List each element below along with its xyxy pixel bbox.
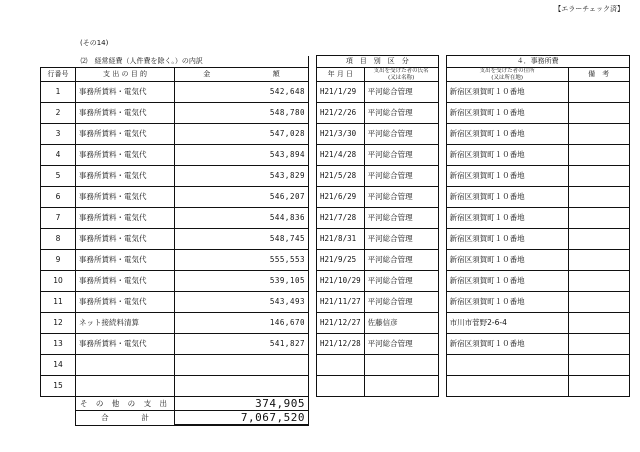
recipient-name-cell: 平河総合管理 xyxy=(364,229,438,250)
table-row xyxy=(41,103,630,124)
category-name: ４．事務所費 xyxy=(446,56,629,68)
row-number: 8 xyxy=(41,229,76,250)
column-gap xyxy=(309,229,317,250)
ledger-rows xyxy=(41,82,630,397)
total-amount: 7,067,520 xyxy=(175,411,309,426)
recipient-address-cell: 新宿区須賀町１０番地 xyxy=(446,271,568,292)
header-recipient-address xyxy=(446,68,568,82)
row-number: 13 xyxy=(41,334,76,355)
header-date: 年 月 日 xyxy=(317,68,365,82)
row-number: 15 xyxy=(41,376,76,397)
table-row xyxy=(41,166,630,187)
column-gap xyxy=(309,292,317,313)
table-row xyxy=(41,82,630,103)
row-number: 7 xyxy=(41,208,76,229)
note-cell xyxy=(568,82,629,103)
row-number: 2 xyxy=(41,103,76,124)
date-cell: H21/12/28 xyxy=(317,334,365,355)
amount-cell: 544,836 xyxy=(175,208,309,229)
amount-cell: 542,648 xyxy=(175,82,309,103)
recipient-address-cell: 新宿区須賀町１０番地 xyxy=(446,103,568,124)
header-recipient-name-sub: (又は名称) xyxy=(387,74,415,81)
table-row xyxy=(41,187,630,208)
note-cell xyxy=(568,166,629,187)
purpose-cell: 事務所賃料・電気代 xyxy=(76,271,175,292)
error-check-stamp: 【エラーチェック済】 xyxy=(554,5,624,13)
column-gap xyxy=(438,82,446,103)
purpose-cell: 事務所賃料・電気代 xyxy=(76,124,175,145)
date-cell: H21/7/28 xyxy=(317,208,365,229)
table-row xyxy=(41,334,630,355)
date-cell: H21/6/29 xyxy=(317,187,365,208)
recipient-name-cell: 平河総合管理 xyxy=(364,208,438,229)
column-gap xyxy=(438,187,446,208)
note-cell xyxy=(568,313,629,334)
header-recipient-name xyxy=(364,68,438,82)
recipient-name-cell: 平河総合管理 xyxy=(364,82,438,103)
column-gap xyxy=(309,376,317,397)
date-cell: H21/2/26 xyxy=(317,103,365,124)
recipient-name-cell: 平河総合管理 xyxy=(364,334,438,355)
category-heading: 項 目 別 区 分 xyxy=(317,56,439,68)
total-label-char-1: 合 xyxy=(101,413,109,422)
column-header-row xyxy=(41,68,630,82)
column-gap xyxy=(309,250,317,271)
amount-cell: 546,207 xyxy=(175,187,309,208)
header-recipient-address-main: 支出を受けた者の住所 xyxy=(479,68,535,75)
amount-cell: 555,553 xyxy=(175,250,309,271)
row-number: 3 xyxy=(41,124,76,145)
purpose-cell: 事務所賃料・電気代 xyxy=(76,334,175,355)
header-recipient-name-main: 支出を受けた者の氏名 xyxy=(373,68,429,75)
column-gap xyxy=(309,355,317,376)
column-gap xyxy=(309,103,317,124)
recipient-address-cell: 新宿区須賀町１０番地 xyxy=(446,145,568,166)
recipient-address-cell: 新宿区須賀町１０番地 xyxy=(446,292,568,313)
recipient-name-cell: 平河総合管理 xyxy=(364,103,438,124)
table-row xyxy=(41,376,630,397)
column-gap xyxy=(309,145,317,166)
column-gap xyxy=(438,103,446,124)
date-cell xyxy=(317,376,365,397)
recipient-name-cell: 平河総合管理 xyxy=(364,166,438,187)
column-gap xyxy=(438,271,446,292)
purpose-cell: 事務所賃料・電気代 xyxy=(76,103,175,124)
header-purpose: 支 出 の 目 的 xyxy=(76,68,175,82)
recipient-address-cell: 新宿区須賀町１０番地 xyxy=(446,187,568,208)
amount-cell: 548,745 xyxy=(175,229,309,250)
column-gap xyxy=(438,124,446,145)
recipient-address-cell: 新宿区須賀町１０番地 xyxy=(446,229,568,250)
column-gap xyxy=(438,334,446,355)
recipient-address-cell: 新宿区須賀町１０番地 xyxy=(446,250,568,271)
header-recipient-address-sub: (又は所在地) xyxy=(491,74,524,81)
purpose-cell: 事務所賃料・電気代 xyxy=(76,229,175,250)
blank-cell xyxy=(41,411,76,426)
column-gap xyxy=(309,208,317,229)
column-gap xyxy=(438,292,446,313)
date-cell: H21/4/28 xyxy=(317,145,365,166)
table-row xyxy=(41,355,630,376)
recipient-address-cell: 新宿区須賀町１０番地 xyxy=(446,82,568,103)
recipient-name-cell: 平河総合管理 xyxy=(364,124,438,145)
column-gap xyxy=(309,68,317,82)
total-label-char-2: 計 xyxy=(141,413,149,422)
row-number: 4 xyxy=(41,145,76,166)
amount-cell xyxy=(175,376,309,397)
purpose-cell: 事務所賃料・電気代 xyxy=(76,145,175,166)
column-gap xyxy=(438,145,446,166)
table-row xyxy=(41,313,630,334)
note-cell xyxy=(568,187,629,208)
recipient-address-cell: 新宿区須賀町１０番地 xyxy=(446,208,568,229)
column-gap xyxy=(309,313,317,334)
table-row xyxy=(41,145,630,166)
other-expenses-label: そ の 他 の 支 出 xyxy=(76,397,175,411)
other-expenses-row xyxy=(41,397,630,411)
section-title: ⑵ 経常経費（人件費を除く。）の内訳 xyxy=(41,56,309,68)
column-gap xyxy=(438,166,446,187)
amount-cell: 543,829 xyxy=(175,166,309,187)
date-cell: H21/1/29 xyxy=(317,82,365,103)
date-cell: H21/5/28 xyxy=(317,166,365,187)
recipient-name-cell: 平河総合管理 xyxy=(364,271,438,292)
column-gap xyxy=(309,166,317,187)
recipient-address-cell xyxy=(446,376,568,397)
purpose-cell: 事務所賃料・電気代 xyxy=(76,166,175,187)
note-cell xyxy=(568,145,629,166)
note-cell xyxy=(568,376,629,397)
column-gap xyxy=(438,313,446,334)
purpose-cell: 事務所賃料・電気代 xyxy=(76,250,175,271)
purpose-cell: 事務所賃料・電気代 xyxy=(76,82,175,103)
amount-cell: 539,105 xyxy=(175,271,309,292)
column-gap xyxy=(438,208,446,229)
column-gap xyxy=(309,56,317,68)
recipient-name-cell: 平河総合管理 xyxy=(364,145,438,166)
date-cell: H21/9/25 xyxy=(317,250,365,271)
total-row xyxy=(41,411,630,426)
recipient-address-cell: 新宿区須賀町１０番地 xyxy=(446,166,568,187)
row-number: 11 xyxy=(41,292,76,313)
section-header-row xyxy=(41,56,630,68)
note-cell xyxy=(568,292,629,313)
blank-cell xyxy=(41,397,76,411)
amount-cell xyxy=(175,355,309,376)
amount-cell: 543,493 xyxy=(175,292,309,313)
recipient-address-cell xyxy=(446,355,568,376)
table-row xyxy=(41,250,630,271)
row-number: 1 xyxy=(41,82,76,103)
recipient-name-cell: 佐藤信彦 xyxy=(364,313,438,334)
date-cell: H21/3/30 xyxy=(317,124,365,145)
header-amount-char-1: 金 xyxy=(203,70,211,78)
recipient-name-cell: 平河総合管理 xyxy=(364,250,438,271)
amount-cell: 541,827 xyxy=(175,334,309,355)
header-row-number: 行番号 xyxy=(41,68,76,82)
table-row xyxy=(41,208,630,229)
purpose-cell xyxy=(76,355,175,376)
recipient-name-cell xyxy=(364,376,438,397)
column-gap xyxy=(309,82,317,103)
amount-cell: 543,894 xyxy=(175,145,309,166)
recipient-name-cell: 平河総合管理 xyxy=(364,292,438,313)
recipient-name-cell xyxy=(364,355,438,376)
table-row xyxy=(41,124,630,145)
purpose-cell: 事務所賃料・電気代 xyxy=(76,208,175,229)
recipient-address-cell: 新宿区須賀町１０番地 xyxy=(446,334,568,355)
row-number: 9 xyxy=(41,250,76,271)
blank-cell xyxy=(309,411,630,426)
purpose-cell: 事務所賃料・電気代 xyxy=(76,292,175,313)
note-cell xyxy=(568,250,629,271)
total-label xyxy=(76,411,175,426)
note-cell xyxy=(568,229,629,250)
column-gap xyxy=(438,376,446,397)
row-number: 14 xyxy=(41,355,76,376)
purpose-cell: 事務所賃料・電気代 xyxy=(76,187,175,208)
date-cell xyxy=(317,355,365,376)
row-number: 10 xyxy=(41,271,76,292)
column-gap xyxy=(309,187,317,208)
table-row xyxy=(41,229,630,250)
column-gap xyxy=(438,68,446,82)
note-cell xyxy=(568,103,629,124)
column-gap xyxy=(309,124,317,145)
column-gap xyxy=(438,229,446,250)
recipient-address-cell: 市川市菅野2-6-4 xyxy=(446,313,568,334)
header-amount xyxy=(175,68,309,82)
table-row xyxy=(41,271,630,292)
header-amount-char-2: 額 xyxy=(272,70,280,78)
note-cell xyxy=(568,334,629,355)
amount-cell: 548,780 xyxy=(175,103,309,124)
page-number-label: (その14) xyxy=(80,39,109,47)
row-number: 12 xyxy=(41,313,76,334)
expense-ledger-table xyxy=(40,55,630,426)
note-cell xyxy=(568,355,629,376)
recipient-name-cell: 平河総合管理 xyxy=(364,187,438,208)
column-gap xyxy=(438,250,446,271)
amount-cell: 547,028 xyxy=(175,124,309,145)
note-cell xyxy=(568,208,629,229)
row-number: 5 xyxy=(41,166,76,187)
column-gap xyxy=(438,56,446,68)
row-number: 6 xyxy=(41,187,76,208)
purpose-cell: ネット接続料清算 xyxy=(76,313,175,334)
column-gap xyxy=(309,334,317,355)
date-cell: H21/8/31 xyxy=(317,229,365,250)
date-cell: H21/10/29 xyxy=(317,271,365,292)
date-cell: H21/12/27 xyxy=(317,313,365,334)
column-gap xyxy=(438,355,446,376)
recipient-address-cell: 新宿区須賀町１０番地 xyxy=(446,124,568,145)
blank-cell xyxy=(309,397,630,411)
purpose-cell xyxy=(76,376,175,397)
date-cell: H21/11/27 xyxy=(317,292,365,313)
other-expenses-amount: 374,905 xyxy=(175,397,309,411)
header-note: 備 考 xyxy=(568,68,629,82)
table-row xyxy=(41,292,630,313)
note-cell xyxy=(568,124,629,145)
note-cell xyxy=(568,271,629,292)
column-gap xyxy=(309,271,317,292)
amount-cell: 146,670 xyxy=(175,313,309,334)
